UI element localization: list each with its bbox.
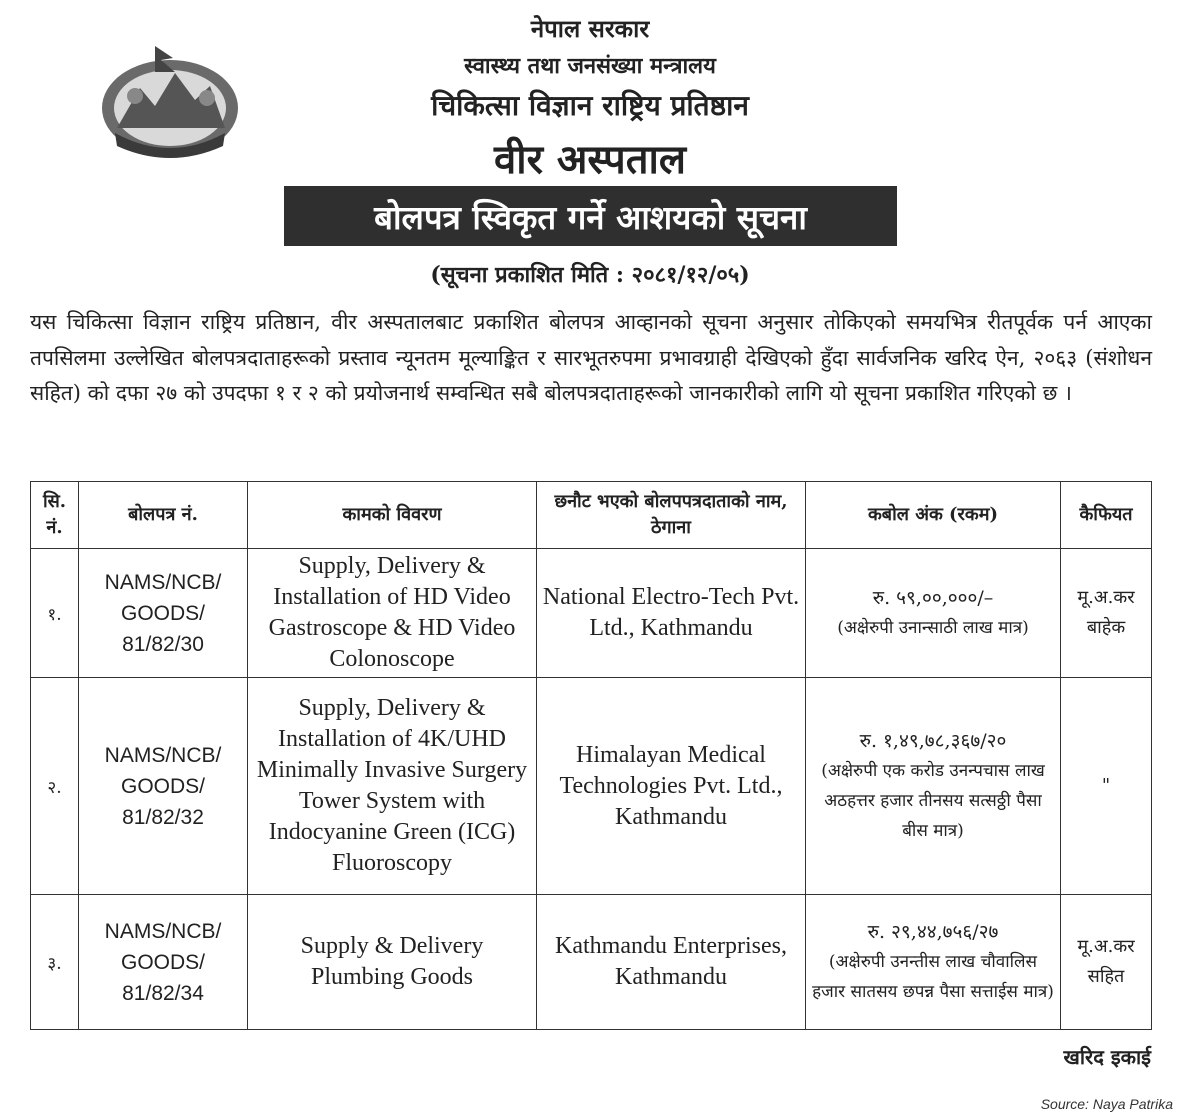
table-header-row — [31, 482, 1152, 549]
header-bidder: छनौट भएको बोलपपत्रदाताको नाम, ठेगाना — [537, 482, 806, 549]
publication-date: (सूचना प्रकाशित मिति : २०८१/१२/०५) — [430, 262, 750, 288]
row-amount-words: (अक्षेरुपी उनान्साठी लाख मात्र) — [837, 618, 1029, 638]
row-tender-no: NAMS/NCB/ GOODS/ 81/82/34 — [79, 895, 248, 1030]
row-work: Supply, Delivery & Installation of 4K/UHD Minimally Invasive Surgery Tower System with Indocyanine Green (ICG) Fluoroscopy — [248, 678, 537, 895]
row-remarks: मू.अ.कर सहित — [1061, 895, 1152, 1030]
row-amount: रु. २९,४४,७५६/२७ — [867, 921, 999, 943]
row-tender-no: NAMS/NCB/ GOODS/ 81/82/30 — [79, 549, 248, 678]
academy-title: चिकित्सा विज्ञान राष्ट्रिय प्रतिष्ठान — [431, 89, 749, 122]
row-bidder: Kathmandu Enterprises, Kathmandu — [537, 895, 806, 1030]
header-tender-no: बोलपत्र नं. — [79, 482, 248, 549]
row-sn: ३. — [31, 895, 79, 1030]
row-bidder: Himalayan Medical Technologies Pvt. Ltd., Kathmandu — [537, 678, 806, 895]
government-title: नेपाल सरकार — [530, 14, 650, 43]
row-amount: रु. ५९,००,०००/– — [872, 587, 994, 609]
table-row — [31, 549, 1152, 678]
row-tender-no: NAMS/NCB/ GOODS/ 81/82/32 — [79, 678, 248, 895]
procurement-unit-signature: खरिद इकाई — [1063, 1045, 1151, 1069]
row-amount-words: (अक्षेरुपी उनन्तीस लाख चौवालिस हजार सातसय छपन्न पैसा सत्ताईस मात्र) — [812, 952, 1054, 1002]
row-amount-words: (अक्षेरुपी एक करोड उनन्पचास लाख अठहत्तर हजार तीनसय सत्सठ्ठी पैसा बीस मात्र) — [821, 761, 1045, 841]
ministry-title: स्वास्थ्य तथा जनसंख्या मन्त्रालय — [464, 53, 716, 79]
notice-body: यस चिकित्सा विज्ञान राष्ट्रिय प्रतिष्ठान, वीर अस्पतालबाट प्रकाशित बोलपत्र आव्हानको सूचना अनुसार तोकिएको समयभित्र रीतपूर्वक पर्न आएका तपसिलमा उल्लेखित बोलपत्रदाताहरूको प्रस्ताव न्यूनतम मूल्याङ्कित र सारभूतरुपमा प्रभावग्राही देखिएको हुँदा सार्वजनिक खरिद ऐन, २०६३ (संशोधन सहित) को दफा २७ को उपदफा १ र २ को प्रयोजनार्थ सम्वन्धित सबै बोलपत्रदाताहरूको जानकारीको लागि यो सूचना प्रकाशित गरिएको छ । — [30, 310, 1152, 405]
row-amount-cell — [806, 678, 1061, 895]
table-row — [31, 678, 1152, 895]
tender-table — [30, 481, 1152, 1030]
row-sn: २. — [31, 678, 79, 895]
source-credit: Source: Naya Patrika — [1040, 1096, 1173, 1112]
row-work: Supply & Delivery Plumbing Goods — [248, 895, 537, 1030]
nepal-emblem-icon — [95, 38, 245, 163]
row-bidder: National Electro-Tech Pvt. Ltd., Kathmandu — [537, 549, 806, 678]
row-amount: रु. १,४९,७८,३६७/२० — [859, 730, 1007, 752]
row-work: Supply, Delivery & Installation of HD Video Gastroscope & HD Video Colonoscope — [248, 549, 537, 678]
header-work: कामको विवरण — [248, 482, 537, 549]
row-amount-cell — [806, 549, 1061, 678]
row-sn: १. — [31, 549, 79, 678]
table-row — [31, 895, 1152, 1030]
row-remarks: मू.अ.कर बाहेक — [1061, 549, 1152, 678]
notice-title-banner: बोलपत्र स्विकृत गर्ने आशयको सूचना — [284, 186, 897, 246]
hospital-title: वीर अस्पताल — [493, 136, 686, 183]
header-amount: कबोल अंक (रकम) — [806, 482, 1061, 549]
header-sn: सि. नं. — [31, 482, 79, 549]
row-amount-cell — [806, 895, 1061, 1030]
row-remarks: " — [1061, 678, 1152, 895]
header-remarks: कैफियत — [1061, 482, 1152, 549]
